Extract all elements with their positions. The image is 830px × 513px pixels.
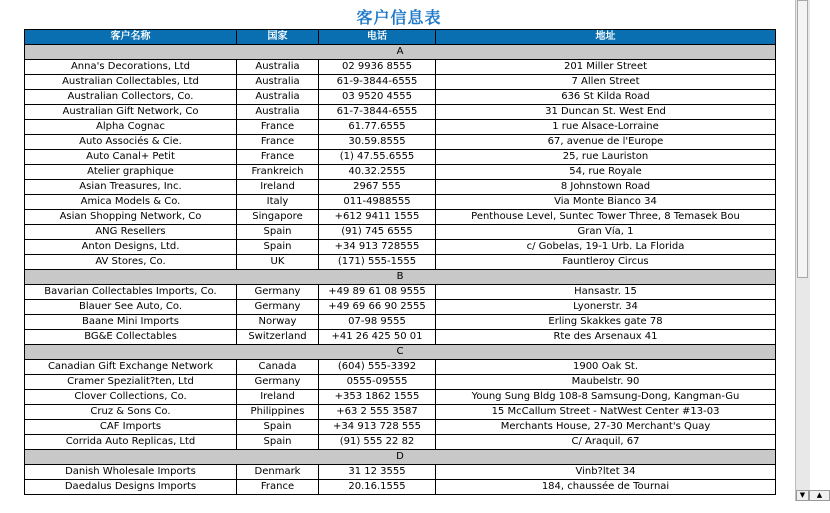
- address-cell[interactable]: Merchants House, 27-30 Merchant's Quay: [436, 420, 776, 435]
- phone-cell[interactable]: +34 913 728 555: [319, 420, 436, 435]
- phone-cell[interactable]: +41 26 425 50 01: [319, 330, 436, 345]
- address-cell[interactable]: Via Monte Bianco 34: [436, 195, 776, 210]
- phone-cell[interactable]: 011-4988555: [319, 195, 436, 210]
- table-row: [25, 480, 776, 495]
- country-cell[interactable]: France: [237, 480, 319, 495]
- table-row: [25, 105, 776, 120]
- phone-cell[interactable]: (604) 555-3392: [319, 360, 436, 375]
- customer-name-cell[interactable]: Bavarian Collectables Imports, Co.: [25, 285, 237, 300]
- group-row-a: [25, 45, 776, 60]
- address-cell[interactable]: Fauntleroy Circus: [436, 255, 776, 270]
- table-row: [25, 135, 776, 150]
- country-cell[interactable]: Spain: [237, 240, 319, 255]
- country-cell[interactable]: Spain: [237, 420, 319, 435]
- address-cell[interactable]: Rte des Arsenaux 41: [436, 330, 776, 345]
- group-letter[interactable]: A: [25, 45, 776, 60]
- address-cell[interactable]: 7 Allen Street: [436, 75, 776, 90]
- table-row: [25, 165, 776, 180]
- customer-name-cell[interactable]: Atelier graphique: [25, 165, 237, 180]
- address-cell[interactable]: Young Sung Bldg 108-8 Samsung-Dong, Kangman-Gu: [436, 390, 776, 405]
- header-row: [25, 30, 776, 45]
- table-row: [25, 285, 776, 300]
- address-cell[interactable]: 67, avenue de l'Europe: [436, 135, 776, 150]
- address-cell[interactable]: 636 St Kilda Road: [436, 90, 776, 105]
- customer-name-cell[interactable]: Asian Treasures, Inc.: [25, 180, 237, 195]
- table-row: [25, 405, 776, 420]
- country-cell[interactable]: France: [237, 120, 319, 135]
- phone-cell[interactable]: (91) 745 6555: [319, 225, 436, 240]
- customer-table: [24, 29, 776, 495]
- table-row: [25, 420, 776, 435]
- customer-name-cell[interactable]: Baane Mini Imports: [25, 315, 237, 330]
- phone-cell[interactable]: 0555-09555: [319, 375, 436, 390]
- country-cell[interactable]: Ireland: [237, 180, 319, 195]
- table-body: [25, 45, 776, 495]
- address-cell[interactable]: 8 Johnstown Road: [436, 180, 776, 195]
- table-row: [25, 330, 776, 345]
- customer-name-cell[interactable]: Anton Designs, Ltd.: [25, 240, 237, 255]
- address-cell[interactable]: 201 Miller Street: [436, 60, 776, 75]
- customer-name-cell[interactable]: Auto Canal+ Petit: [25, 150, 237, 165]
- address-cell[interactable]: C/ Araquil, 67: [436, 435, 776, 450]
- phone-cell[interactable]: (1) 47.55.6555: [319, 150, 436, 165]
- table-row: [25, 315, 776, 330]
- table-row: [25, 150, 776, 165]
- table-row: [25, 435, 776, 450]
- phone-cell[interactable]: 30.59.8555: [319, 135, 436, 150]
- customer-name-cell[interactable]: Australian Collectors, Co.: [25, 90, 237, 105]
- header-country[interactable]: 国家: [237, 30, 319, 45]
- customer-name-cell[interactable]: Corrida Auto Replicas, Ltd: [25, 435, 237, 450]
- address-cell[interactable]: 184, chaussée de Tournai: [436, 480, 776, 495]
- address-cell[interactable]: Gran Vía, 1: [436, 225, 776, 240]
- group-row-d: [25, 450, 776, 465]
- country-cell[interactable]: Germany: [237, 300, 319, 315]
- country-cell[interactable]: Australia: [237, 105, 319, 120]
- table-row: [25, 180, 776, 195]
- address-cell[interactable]: Lyonerstr. 34: [436, 300, 776, 315]
- address-cell[interactable]: 1900 Oak St.: [436, 360, 776, 375]
- phone-cell[interactable]: 02 9936 8555: [319, 60, 436, 75]
- country-cell[interactable]: Germany: [237, 375, 319, 390]
- table-row: [25, 300, 776, 315]
- table-row: [25, 120, 776, 135]
- country-cell[interactable]: Spain: [237, 225, 319, 240]
- table-row: [25, 225, 776, 240]
- phone-cell[interactable]: +63 2 555 3587: [319, 405, 436, 420]
- group-letter[interactable]: C: [25, 345, 776, 360]
- group-letter[interactable]: B: [25, 270, 776, 285]
- table-row: [25, 255, 776, 270]
- country-cell[interactable]: Australia: [237, 75, 319, 90]
- phone-cell[interactable]: +49 89 61 08 9555: [319, 285, 436, 300]
- country-cell[interactable]: Norway: [237, 315, 319, 330]
- group-row-c: [25, 345, 776, 360]
- country-cell[interactable]: UK: [237, 255, 319, 270]
- customer-name-cell[interactable]: Cruz & Sons Co.: [25, 405, 237, 420]
- table-row: [25, 465, 776, 480]
- phone-cell[interactable]: +49 69 66 90 2555: [319, 300, 436, 315]
- country-cell[interactable]: Switzerland: [237, 330, 319, 345]
- country-cell[interactable]: Spain: [237, 435, 319, 450]
- phone-cell[interactable]: 03 9520 4555: [319, 90, 436, 105]
- address-cell[interactable]: 25, rue Lauriston: [436, 150, 776, 165]
- phone-cell[interactable]: 61-7-3844-6555: [319, 105, 436, 120]
- country-cell[interactable]: Ireland: [237, 390, 319, 405]
- country-cell[interactable]: France: [237, 135, 319, 150]
- country-cell[interactable]: Australia: [237, 90, 319, 105]
- phone-cell[interactable]: +353 1862 1555: [319, 390, 436, 405]
- phone-cell[interactable]: 20.16.1555: [319, 480, 436, 495]
- scrollbar-thumb[interactable]: [797, 0, 808, 278]
- phone-cell[interactable]: 31 12 3555: [319, 465, 436, 480]
- address-cell[interactable]: Penthouse Level, Suntec Tower Three, 8 Temasek Bou: [436, 210, 776, 225]
- phone-cell[interactable]: 2967 555: [319, 180, 436, 195]
- customer-name-cell[interactable]: Asian Shopping Network, Co: [25, 210, 237, 225]
- phone-cell[interactable]: +34 913 728555: [319, 240, 436, 255]
- customer-name-cell[interactable]: Australian Gift Network, Co: [25, 105, 237, 120]
- address-cell[interactable]: 15 McCallum Street - NatWest Center #13-03: [436, 405, 776, 420]
- address-cell[interactable]: c/ Gobelas, 19-1 Urb. La Florida: [436, 240, 776, 255]
- address-cell[interactable]: 1 rue Alsace-Lorraine: [436, 120, 776, 135]
- phone-cell[interactable]: 07-98 9555: [319, 315, 436, 330]
- country-cell[interactable]: Germany: [237, 285, 319, 300]
- table-row: [25, 360, 776, 375]
- country-cell[interactable]: Singapore: [237, 210, 319, 225]
- customer-name-cell[interactable]: Canadian Gift Exchange Network: [25, 360, 237, 375]
- table-row: [25, 390, 776, 405]
- table-row: [25, 90, 776, 105]
- country-cell[interactable]: Australia: [237, 60, 319, 75]
- header-phone[interactable]: 电话: [319, 30, 436, 45]
- header-address[interactable]: 地址: [436, 30, 776, 45]
- phone-cell[interactable]: +612 9411 1555: [319, 210, 436, 225]
- address-cell[interactable]: Hansastr. 15: [436, 285, 776, 300]
- customer-name-cell[interactable]: Auto Associés & Cie.: [25, 135, 237, 150]
- table-row: [25, 195, 776, 210]
- country-cell[interactable]: Canada: [237, 360, 319, 375]
- table-row: [25, 240, 776, 255]
- scroll-down-arrow-icon[interactable]: ▼: [796, 490, 809, 501]
- table-row: [25, 210, 776, 225]
- customer-name-cell[interactable]: Australian Collectables, Ltd: [25, 75, 237, 90]
- customer-name-cell[interactable]: Danish Wholesale Imports: [25, 465, 237, 480]
- scroll-up-arrow-icon[interactable]: ▲: [809, 490, 830, 501]
- customer-name-cell[interactable]: Alpha Cognac: [25, 120, 237, 135]
- sheet-title: 客户信息表: [356, 8, 442, 27]
- customer-name-cell[interactable]: Daedalus Designs Imports: [25, 480, 237, 495]
- group-letter[interactable]: D: [25, 450, 776, 465]
- address-cell[interactable]: 54, rue Royale: [436, 165, 776, 180]
- customer-name-cell[interactable]: BG&E Collectables: [25, 330, 237, 345]
- country-cell[interactable]: Frankreich: [237, 165, 319, 180]
- phone-cell[interactable]: (171) 555-1555: [319, 255, 436, 270]
- customer-name-cell[interactable]: AV Stores, Co.: [25, 255, 237, 270]
- table-row: [25, 75, 776, 90]
- phone-cell[interactable]: 40.32.2555: [319, 165, 436, 180]
- country-cell[interactable]: Italy: [237, 195, 319, 210]
- country-cell[interactable]: Denmark: [237, 465, 319, 480]
- phone-cell[interactable]: (91) 555 22 82: [319, 435, 436, 450]
- address-cell[interactable]: Vinb?ltet 34: [436, 465, 776, 480]
- customer-name-cell[interactable]: Cramer Spezialit?ten, Ltd: [25, 375, 237, 390]
- address-cell[interactable]: Maubelstr. 90: [436, 375, 776, 390]
- address-cell[interactable]: 31 Duncan St. West End: [436, 105, 776, 120]
- customer-name-cell[interactable]: ANG Resellers: [25, 225, 237, 240]
- group-row-b: [25, 270, 776, 285]
- country-cell[interactable]: Philippines: [237, 405, 319, 420]
- phone-cell[interactable]: 61.77.6555: [319, 120, 436, 135]
- address-cell[interactable]: Erling Skakkes gate 78: [436, 315, 776, 330]
- vertical-scrollbar[interactable]: [795, 0, 810, 501]
- phone-cell[interactable]: 61-9-3844-6555: [319, 75, 436, 90]
- header-customer-name[interactable]: 客户名称: [25, 30, 237, 45]
- table-row: [25, 60, 776, 75]
- customer-name-cell[interactable]: Amica Models & Co.: [25, 195, 237, 210]
- country-cell[interactable]: France: [237, 150, 319, 165]
- customer-name-cell[interactable]: Clover Collections, Co.: [25, 390, 237, 405]
- customer-name-cell[interactable]: Anna's Decorations, Ltd: [25, 60, 237, 75]
- customer-name-cell[interactable]: Blauer See Auto, Co.: [25, 300, 237, 315]
- customer-name-cell[interactable]: CAF Imports: [25, 420, 237, 435]
- table-row: [25, 375, 776, 390]
